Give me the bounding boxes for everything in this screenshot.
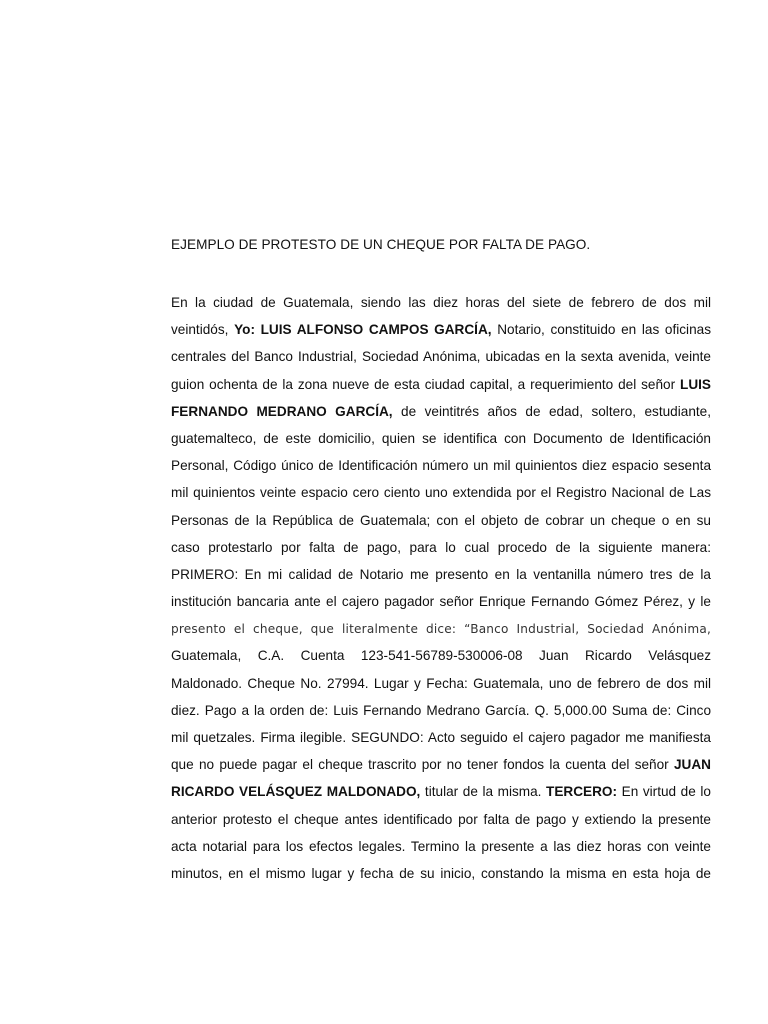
body-line-8: mil quinientos veinte espacio cero ciento uno extendida por el Registro Nacional de Las: [171, 485, 711, 501]
section-heading-tercero: TERCERO:: [546, 784, 618, 800]
body-line-5: [171, 403, 711, 430]
body-line-13: presento el cheque, que literalmente dice: “Banco Industrial, Sociedad Anónima,: [171, 622, 711, 637]
body-line-6: guatemalteco, de este domicilio, quien se identifica con Documento de Identificación: [171, 430, 711, 446]
body-line-10: caso protestarlo por falta de pago, para lo cual procedo de la siguiente manera:: [171, 539, 711, 555]
account-holder-name-part: RICARDO VELÁSQUEZ MALDONADO,: [171, 784, 421, 800]
document-body: [171, 294, 711, 892]
account-holder-name-part: JUAN: [673, 757, 711, 773]
requester-name-part: FERNANDO MEDRANO GARCÍA,: [171, 403, 393, 419]
text-run: de veintitrés años de edad, soltero, estudiante,: [392, 403, 711, 419]
text-run: Notario, constituido en las oficinas: [491, 322, 711, 338]
text-run: guion ochenta de la zona nueve de esta ciudad capital, a requerimiento del señor: [171, 376, 681, 392]
body-line-19: [171, 783, 711, 810]
text-run: En virtud de lo: [617, 784, 711, 800]
body-line-18: [171, 756, 711, 783]
body-line-21: acta notarial para los efectos legales. Termino la presente a las diez horas con veinte: [171, 838, 711, 854]
body-line-16: diez. Pago a la orden de: Luis Fernando Medrano García. Q. 5,000.00 Suma de: Cinco: [171, 702, 711, 718]
notary-name: Yo: LUIS ALFONSO CAMPOS GARCÍA,: [234, 322, 492, 338]
body-line-14: Guatemala, C.A. Cuenta 123-541-56789-530006-08 Juan Ricardo Velásquez: [171, 648, 711, 664]
document-title: EJEMPLO DE PROTESTO DE UN CHEQUE POR FALTA DE PAGO.: [171, 237, 591, 252]
body-line-15: Maldonado. Cheque No. 27994. Lugar y Fecha: Guatemala, uno de febrero de dos mil: [171, 675, 711, 691]
body-line-20: anterior protesto el cheque antes identificado por falta de pago y extiendo la presente: [171, 811, 711, 827]
body-line-12: institución bancaria ante el cajero pagador señor Enrique Fernando Gómez Pérez, y le: [171, 594, 711, 610]
body-line-2: [171, 321, 711, 348]
body-line-22: minutos, en el mismo lugar y fecha de su inicio, constando la misma en esta hoja de: [171, 865, 711, 881]
body-line-11: PRIMERO: En mi calidad de Notario me presento en la ventanilla número tres de la: [171, 566, 711, 582]
body-line-7: Personal, Código único de Identificación número un mil quinientos diez espacio sesenta: [171, 458, 711, 474]
body-line-9: Personas de la República de Guatemala; con el objeto de cobrar un cheque o en su: [171, 512, 711, 528]
body-line-4: [171, 376, 711, 403]
requester-name-part: LUIS: [680, 376, 711, 392]
body-line-17: mil quetzales. Firma ilegible. SEGUNDO: Acto seguido el cajero pagador me manifiesta: [171, 730, 711, 745]
text-run: titular de la misma.: [420, 784, 547, 800]
body-line-3: centrales del Banco Industrial, Sociedad Anónima, ubicadas en la sexta avenida, veinte: [171, 349, 711, 365]
text-run: que no puede pagar el cheque trascrito por no tener fondos la cuenta del señor: [171, 757, 674, 773]
text-run: veintidós,: [171, 322, 235, 338]
body-line-1: En la ciudad de Guatemala, siendo las diez horas del siete de febrero de dos mil: [171, 295, 711, 310]
